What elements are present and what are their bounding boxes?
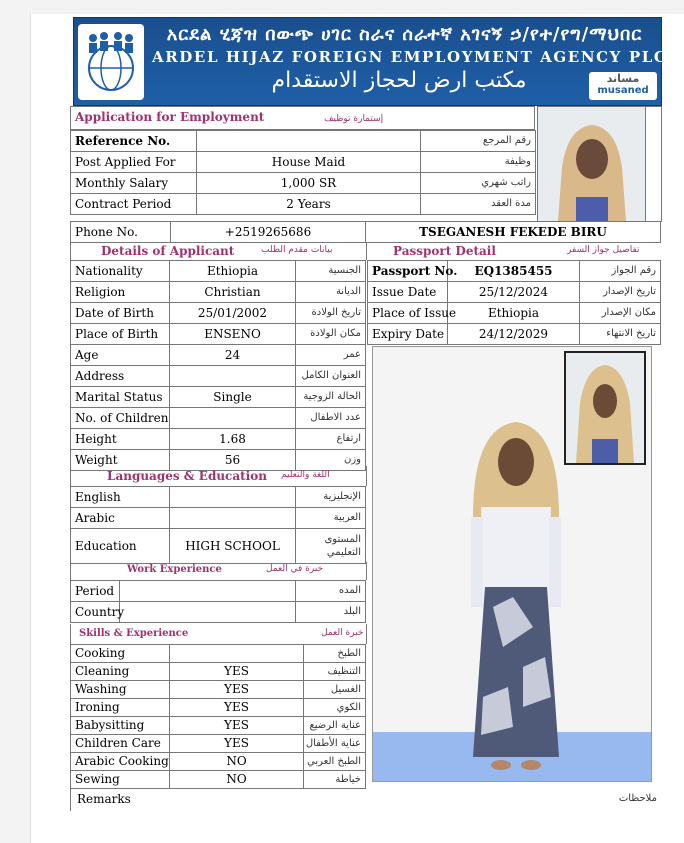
table-row	[71, 324, 366, 345]
field-label-ar: العربية	[296, 508, 366, 529]
field-label: Cooking	[71, 645, 170, 663]
field-label-ar: الغسيل	[304, 681, 366, 699]
table-row	[71, 753, 366, 771]
table-row	[71, 366, 366, 387]
musaned-logo	[589, 72, 657, 100]
field-label: Washing	[71, 681, 170, 699]
languages-title: Languages & Education	[107, 469, 267, 483]
table-row	[71, 602, 366, 623]
applicant-name: TSEGANESH FEKEDE BIRU	[366, 222, 661, 243]
banner-english: ARDEL HIJAZ FOREIGN EMPLOYMENT AGENCY PLC	[152, 48, 668, 66]
table-row	[71, 152, 536, 173]
field-label-ar: مكان الإصدار	[580, 303, 661, 324]
field-value: 1,000 SR	[197, 173, 421, 194]
field-label-ar: وظيفة	[421, 152, 536, 173]
field-value	[170, 508, 296, 529]
field-label-ar: تاريخ الإصدار	[580, 282, 661, 303]
table-row	[71, 303, 366, 324]
phone-value: +2519265686	[171, 222, 366, 243]
field-label: Expiry Date	[368, 324, 448, 345]
field-value: 56	[170, 450, 296, 471]
field-label: Nationality	[71, 261, 170, 282]
table-row	[368, 261, 661, 282]
applicant-section-header	[70, 242, 367, 260]
musaned-arabic: مساند	[606, 72, 640, 85]
field-label: Sewing	[71, 771, 170, 789]
field-label: Post Applied For	[71, 152, 197, 173]
field-value: NO	[170, 753, 304, 771]
field-label-ar: المده	[296, 581, 366, 602]
field-value	[170, 408, 296, 429]
field-value: YES	[170, 717, 304, 735]
table-row	[368, 303, 661, 324]
remarks-label-ar: ملاحظات	[618, 793, 657, 804]
field-label-ar: وزن	[296, 450, 366, 471]
field-value	[170, 645, 304, 663]
field-value	[170, 487, 296, 508]
field-label-ar: الحالة الزوجية	[296, 387, 366, 408]
table-row	[71, 508, 366, 529]
field-label: Country	[71, 602, 120, 623]
table-row	[71, 645, 366, 663]
field-value: Single	[170, 387, 296, 408]
applicant-full-photo	[372, 346, 652, 782]
field-label: Religion	[71, 282, 170, 303]
field-label-ar: الديانة	[296, 282, 366, 303]
field-value: Christian	[170, 282, 296, 303]
table-row	[71, 663, 366, 681]
field-value: EQ1385455	[448, 261, 580, 282]
field-label: Passport No.	[368, 261, 448, 282]
field-value: 1.68	[170, 429, 296, 450]
application-title-ar: إستمارة توظيف	[324, 114, 384, 124]
phone-label: Phone No.	[71, 222, 171, 243]
field-value: YES	[170, 681, 304, 699]
field-value: ENSENO	[170, 324, 296, 345]
table-row	[71, 194, 536, 215]
table-row	[71, 282, 366, 303]
work-section-header	[70, 562, 367, 580]
table-row	[71, 699, 366, 717]
field-label: Date of Birth	[71, 303, 170, 324]
field-value: 25/12/2024	[448, 282, 580, 303]
field-label: Babysitting	[71, 717, 170, 735]
musaned-english: musaned	[597, 85, 649, 96]
table-row	[71, 408, 366, 429]
field-label: Cleaning	[71, 663, 170, 681]
field-label-ar: راتب شهري	[421, 173, 536, 194]
table-row	[71, 717, 366, 735]
field-label-ar: الطبخ	[304, 645, 366, 663]
field-label-ar: مدة العقد	[421, 194, 536, 215]
field-value: YES	[170, 699, 304, 717]
passport-title: Passport Detail	[393, 244, 496, 258]
agency-banner	[73, 17, 668, 106]
field-label: Reference No.	[71, 131, 197, 152]
field-label-ar: المستوى التعليمي	[296, 529, 366, 564]
field-label-ar: البلد	[296, 602, 366, 623]
table-row	[71, 131, 536, 152]
field-label: Contract Period	[71, 194, 197, 215]
field-value: Ethiopia	[170, 261, 296, 282]
table-row	[71, 771, 366, 789]
field-value	[170, 366, 296, 387]
field-label-ar: رقم الجواز	[580, 261, 661, 282]
agency-logo	[78, 24, 144, 100]
table-row	[71, 681, 366, 699]
table-row	[71, 735, 366, 753]
remarks-label: Remarks	[77, 792, 131, 806]
field-value: House Maid	[197, 152, 421, 173]
field-label: Education	[71, 529, 170, 564]
applicant-title: Details of Applicant	[101, 244, 235, 258]
field-label-ar: عناية الأطفال	[304, 735, 366, 753]
field-label-ar: الكوي	[304, 699, 366, 717]
field-label: Weight	[71, 450, 170, 471]
field-label: Marital Status	[71, 387, 170, 408]
field-value: Ethiopia	[448, 303, 580, 324]
field-label: Arabic Cooking	[71, 753, 170, 771]
field-label-ar: ارتفاع	[296, 429, 366, 450]
languages-title-ar: اللغة والتعليم	[281, 470, 330, 480]
field-label: Period	[71, 581, 120, 602]
application-title: Application for Employment	[75, 110, 265, 124]
field-value	[120, 602, 296, 623]
field-label: English	[71, 487, 170, 508]
skills-title: Skills & Experience	[79, 628, 189, 639]
field-label-ar: عمر	[296, 345, 366, 366]
field-value	[197, 131, 421, 152]
field-label: Ironing	[71, 699, 170, 717]
field-value: YES	[170, 735, 304, 753]
table-row	[71, 387, 366, 408]
field-label-ar: التنظيف	[304, 663, 366, 681]
table-row	[71, 173, 536, 194]
field-label: Address	[71, 366, 170, 387]
field-label-ar: العنوان الكامل	[296, 366, 366, 387]
field-label-ar: الجنسية	[296, 261, 366, 282]
table-row	[71, 345, 366, 366]
applicant-face-photo	[537, 106, 647, 222]
field-label-ar: الطبخ العربي	[304, 753, 366, 771]
skills-section-header	[70, 624, 367, 644]
field-label: Arabic	[71, 508, 170, 529]
field-value: 25/01/2002	[170, 303, 296, 324]
field-label: Place of Issue	[368, 303, 448, 324]
field-label-ar: تاريخ الانتهاء	[580, 324, 661, 345]
field-label: No. of Children	[71, 408, 170, 429]
field-label: Monthly Salary	[71, 173, 197, 194]
banner-arabic: مكتب ارض لحجاز الاستقدام	[271, 68, 527, 93]
field-label: Children Care	[71, 735, 170, 753]
field-label: Age	[71, 345, 170, 366]
passport-title-ar: تفاصيل جواز السفر	[567, 245, 640, 255]
field-value	[120, 581, 296, 602]
table-row	[368, 324, 661, 345]
table-row	[71, 429, 366, 450]
table-row	[71, 581, 366, 602]
field-label: Place of Birth	[71, 324, 170, 345]
field-label-ar: مكان الولادة	[296, 324, 366, 345]
field-value: HIGH SCHOOL	[170, 529, 296, 564]
field-label-ar: الإنجليزية	[296, 487, 366, 508]
field-label: Issue Date	[368, 282, 448, 303]
phone-row	[71, 222, 661, 243]
table-row	[368, 282, 661, 303]
field-value: YES	[170, 663, 304, 681]
field-value: NO	[170, 771, 304, 789]
field-label-ar: عدد الاطفال	[296, 408, 366, 429]
field-label-ar: رقم المرجع	[421, 131, 536, 152]
table-row	[71, 487, 366, 508]
field-label: Height	[71, 429, 170, 450]
photo-side-strip	[645, 106, 662, 222]
field-label-ar: خياطة	[304, 771, 366, 789]
table-row	[71, 529, 366, 564]
remarks-row	[70, 789, 661, 811]
field-label-ar: تاريخ الولادة	[296, 303, 366, 324]
languages-section-header	[70, 466, 367, 486]
field-label-ar: عناية الرضيع	[304, 717, 366, 735]
field-value: 2 Years	[197, 194, 421, 215]
passport-section-header	[367, 242, 660, 260]
skills-title-ar: خبرة العمل	[321, 628, 364, 638]
inset-face-photo	[564, 351, 646, 465]
field-value: 24	[170, 345, 296, 366]
banner-amharic: አርደል ሂጃዝ በውጭ ሀገር ስራና ሰራተኛ አገናኝ ኃ/የተ/የግ/ማህበር	[166, 24, 643, 45]
applicant-title-ar: بيانات مقدم الطلب	[261, 245, 333, 255]
work-title: Work Experience	[127, 564, 222, 575]
work-title-ar: خبرة في العمل	[266, 564, 324, 574]
field-value: 24/12/2029	[448, 324, 580, 345]
table-row	[71, 261, 366, 282]
